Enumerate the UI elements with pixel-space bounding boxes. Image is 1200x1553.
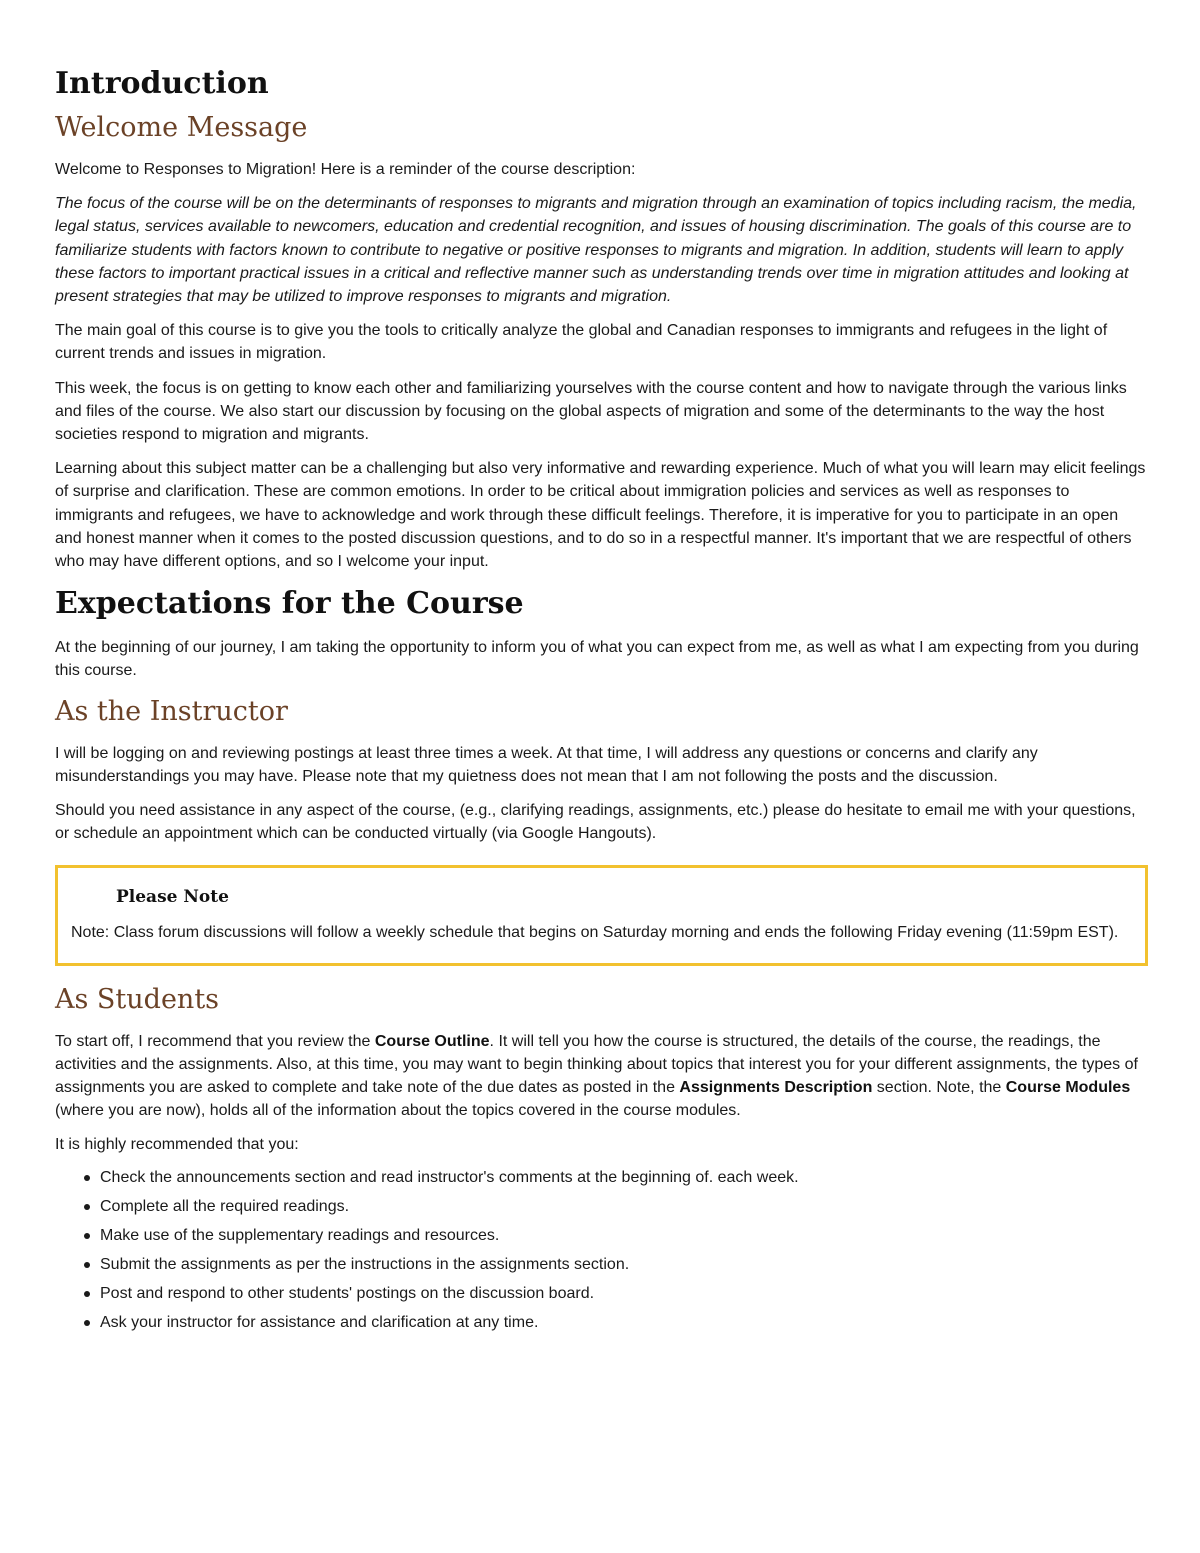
- learning-paragraph: Learning about this subject matter can be a challenging but also very informative and rewarding experience. Much of what you will learn may elicit feelings of surprise and clarification. These are common emotions. In order to be critical about immigration policies and services as well as responses to immigrants and refugees, we have to acknowledge and work through these difficult feelings. Therefore, it is imperative for you to participate in an open and honest manner when it comes to the posted discussion questions, and to do so in a respectful manner. It's important that we are respectful of others who may have different options, and so I welcome your input.: [55, 460, 1146, 571]
- course-outline-link[interactable]: Course Outline: [374, 1032, 490, 1050]
- students-text-2: . It will tell you how the course is structured, the details of the course, the readings, the activities and the assignments. Also, at this time, you may want to begin thinking about topics that interest you for your different assignments, the types of assignments you are asked to complete and take note of the due dates as posted in the: [55, 1032, 1138, 1097]
- please-note-text: Note: Class forum discussions will follow a weekly schedule that begins on Saturday morning and ends the following Friday evening (11:59pm EST).: [71, 924, 1119, 942]
- expectations-heading: Expectations for the Course: [55, 586, 524, 622]
- expectations-intro-paragraph: At the beginning of our journey, I am taking the opportunity to inform you of what you can expect from me, as well as what I am expecting from you during this course.: [55, 639, 1139, 680]
- list-item: Check the announcements section and read instructor's comments at the beginning of. each week.: [100, 1168, 1148, 1188]
- students-text-1: To start off, I recommend that you review the: [55, 1032, 375, 1050]
- students-text-4: (where you are now), holds all of the information about the topics covered in the course modules.: [55, 1102, 741, 1120]
- list-item: Ask your instructor for assistance and clarification at any time.: [100, 1313, 1148, 1333]
- this-week-paragraph: This week, the focus is on getting to know each other and familiarizing yourselves with the course content and how to navigate through the various links and files of the course. We also start our discussion by focusing on the global aspects of migration and some of the determinants to the way the host societies respond to migration and migrants.: [55, 379, 1127, 444]
- instructor-paragraph-2: Should you need assistance in any aspect of the course, (e.g., clarifying readings, assignments, etc.) please do hesitate to email me with your questions, or schedule an appointment which can be conducted virtually (via Google Hangouts).: [55, 802, 1136, 843]
- welcome-paragraph: Welcome to Responses to Migration! Here is a reminder of the course description:: [55, 161, 636, 178]
- welcome-message-heading: Welcome Message: [55, 112, 308, 143]
- recommended-intro-paragraph: It is highly recommended that you:: [55, 1136, 299, 1154]
- introduction-heading: Introduction: [55, 66, 269, 101]
- please-note-title: Please Note: [116, 887, 229, 908]
- course-modules-link[interactable]: Course Modules: [1005, 1079, 1131, 1097]
- please-note-callout: [55, 865, 1148, 965]
- students-text-3: section. Note, the: [872, 1079, 1006, 1097]
- assignments-description-link[interactable]: Assignments Description: [679, 1079, 873, 1097]
- instructor-heading: As the Instructor: [55, 695, 288, 727]
- main-goal-paragraph: The main goal of this course is to give you the tools to critically analyze the global and Canadian responses to immigrants and refugees in the light of current trends and issues in migration.: [55, 322, 1108, 363]
- list-item: Post and respond to other students' postings on the discussion board.: [100, 1284, 1148, 1304]
- recommendations-list: [55, 1168, 1148, 1333]
- students-heading: As Students: [55, 983, 220, 1015]
- list-item: Make use of the supplementary readings and resources.: [100, 1226, 1148, 1246]
- list-item: Submit the assignments as per the instructions in the assignments section.: [100, 1255, 1148, 1275]
- list-item: Complete all the required readings.: [100, 1197, 1148, 1217]
- instructor-paragraph-1: I will be logging on and reviewing postings at least three times a week. At that time, I will address any questions or concerns and clarify any misunderstandings you may have. Please note that my quietness does not mean that I am not following the posts and the discussion.: [55, 744, 1038, 785]
- course-description-paragraph: The focus of the course will be on the determinants of responses to migrants and migration through an examination of topics including racism, the media, legal status, services available to newcomers, education and credential recognition, and issues of housing discrimination. The goals of this course are to familiarize students with factors known to contribute to negative or positive responses to migrants and migration. In addition, students will learn to apply these factors to important practical issues in a critical and reflective manner such as understanding trends over time in migration attitudes and looking at present strategies that may be utilized to improve responses to migrants and migration.: [55, 195, 1137, 306]
- students-paragraph: [55, 1030, 1148, 1123]
